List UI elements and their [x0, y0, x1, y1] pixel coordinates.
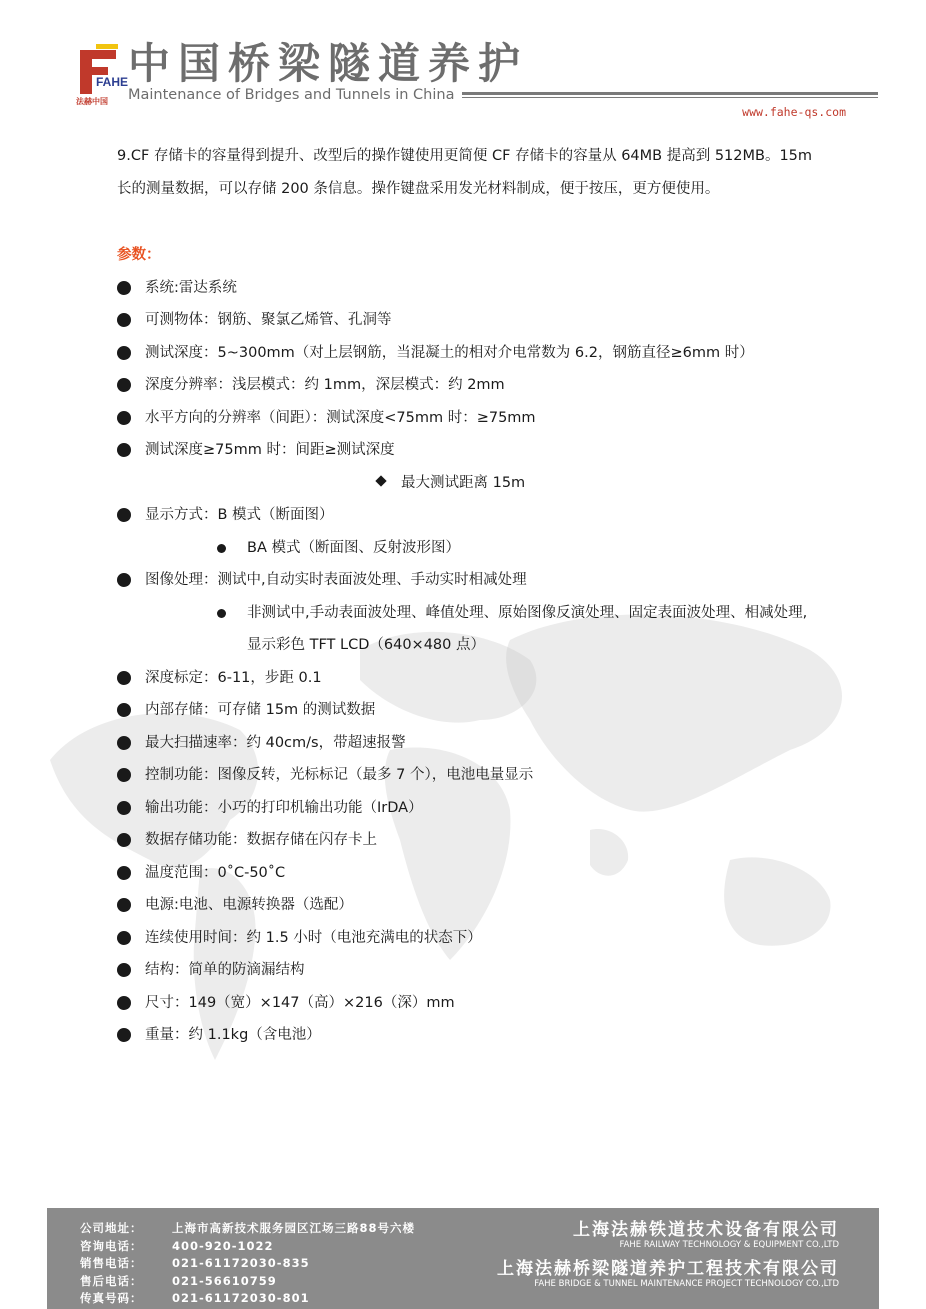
params-title: 参数：: [117, 247, 161, 263]
intro-paragraph: 9.CF 存储卡的容量得到提升、改型后的操作键使用更简便 CF 存储卡的容量从 64MB 提高到 512MB。15m 长的测量数据，可以存储 200 条信息。操作键盘采用发光材料制成，便于按压，更方便使用。: [117, 148, 813, 197]
site-url-link[interactable]: www.fahe-qs.com: [742, 105, 846, 119]
company1-name-cn: 上海法赫铁道技术设备有限公司: [573, 1220, 839, 1240]
bullet-icon: [117, 801, 131, 815]
company1-name-en: FAHE RAILWAY TECHNOLOGY & EQUIPMENT CO.,LTD: [619, 1240, 839, 1250]
bullet-icon: [117, 443, 131, 457]
param-item: 深度标定：6-11，步距 0.1: [117, 662, 817, 695]
document-body: [117, 140, 817, 1052]
param-item: 温度范围：0˚C-50˚C: [117, 857, 817, 890]
bullet-icon: [117, 411, 131, 425]
sub-bullet-icon: [217, 544, 226, 553]
bullet-icon: [117, 573, 131, 587]
header-rule: [462, 92, 878, 95]
company-names: [497, 1220, 839, 1290]
brand-title-cn: 中国桥梁隧道养护: [128, 39, 529, 88]
bullet-icon: [117, 313, 131, 327]
param-subitem: 非测试中,手动表面波处理、峰值处理、原始图像反演处理、固定表面波处理、相减处理,显示彩色 TFT LCD（640×480 点）: [117, 597, 817, 662]
param-item: 结构：简单的防滴漏结构: [117, 954, 817, 987]
logo-text: FAHE: [96, 75, 129, 89]
param-item: 测试深度≥75mm 时：间距≥测试深度: [117, 434, 817, 467]
param-item: 连续使用时间：约 1.5 小时（电池充满电的状态下）: [117, 922, 817, 955]
bullet-icon: [117, 866, 131, 880]
param-item: 数据存储功能：数据存储在闪存卡上: [117, 824, 817, 857]
company2-name-cn: 上海法赫桥梁隧道养护工程技术有限公司: [497, 1259, 839, 1279]
diamond-bullet-icon: [375, 475, 386, 486]
param-item: 图像处理：测试中,自动实时表面波处理、手动实时相减处理: [117, 564, 817, 597]
bullet-icon: [117, 378, 131, 392]
param-item: 测试深度：5~300mm（对上层钢筋，当混凝土的相对介电常数为 6.2，钢筋直径≥6mm 时）: [117, 337, 817, 370]
bullet-icon: [117, 346, 131, 360]
bullet-icon: [117, 768, 131, 782]
contact-address: 公司地址： 上海市高新技术服务园区江场三路88号六楼: [80, 1221, 416, 1235]
bullet-icon: [117, 996, 131, 1010]
header-rule-thin: [462, 97, 878, 98]
param-item: 控制功能：图像反转，光标标记（最多 7 个），电池电量显示: [117, 759, 817, 792]
logo-caption: 法赫中国: [76, 97, 108, 106]
bullet-icon: [117, 281, 131, 295]
bullet-icon: [117, 508, 131, 522]
contact-list: [80, 1220, 415, 1308]
bullet-icon: [117, 963, 131, 977]
param-item-diamond: 最大测试距离 15m: [117, 467, 817, 500]
bullet-icon: [117, 1028, 131, 1042]
param-item: 最大扫描速率：约 40cm/s，带超速报警: [117, 727, 817, 760]
param-subitem: BA 模式（断面图、反射波形图）: [117, 532, 817, 565]
param-item: 可测物体：钢筋、聚氯乙烯管、孔洞等: [117, 304, 817, 337]
contact-fax: 传真号码： 021-61172030-801: [80, 1291, 310, 1305]
sub-bullet-icon: [217, 609, 226, 618]
footer-bar: [47, 1208, 879, 1309]
bullet-icon: [117, 931, 131, 945]
param-item: 尺寸：149（宽）×147（高）×216（深）mm: [117, 987, 817, 1020]
bullet-icon: [117, 736, 131, 750]
param-item: 重量：约 1.1kg（含电池）: [117, 1019, 817, 1052]
param-item: 深度分辨率：浅层模式：约 1mm，深层模式：约 2mm: [117, 369, 817, 402]
contact-inquiry-phone: 咨询电话： 400-920-1022: [80, 1238, 274, 1253]
contact-sales-phone: 销售电话： 021-61172030-835: [80, 1256, 310, 1270]
company2-name-en: FAHE BRIDGE & TUNNEL MAINTENANCE PROJECT TECHNOLOGY CO.,LTD: [534, 1279, 839, 1289]
bullet-icon: [117, 671, 131, 685]
bullet-icon: [117, 898, 131, 912]
param-item: 输出功能：小巧的打印机输出功能（IrDA）: [117, 792, 817, 825]
param-item: 内部存储：可存储 15m 的测试数据: [117, 694, 817, 727]
param-item: 电源:电池、电源转换器（选配）: [117, 889, 817, 922]
param-item: 水平方向的分辨率（间距）：测试深度<75mm 时：≥75mm: [117, 402, 817, 435]
param-item: 显示方式：B 模式（断面图）: [117, 499, 817, 532]
bullet-icon: [117, 703, 131, 717]
fahe-logo-icon: [76, 44, 129, 100]
brand-title-en: Maintenance of Bridges and Tunnels in China: [128, 87, 455, 103]
contact-service-phone: 售后电话： 021-56610759: [80, 1273, 277, 1288]
param-item: 系统:雷达系统: [117, 272, 817, 305]
bullet-icon: [117, 833, 131, 847]
